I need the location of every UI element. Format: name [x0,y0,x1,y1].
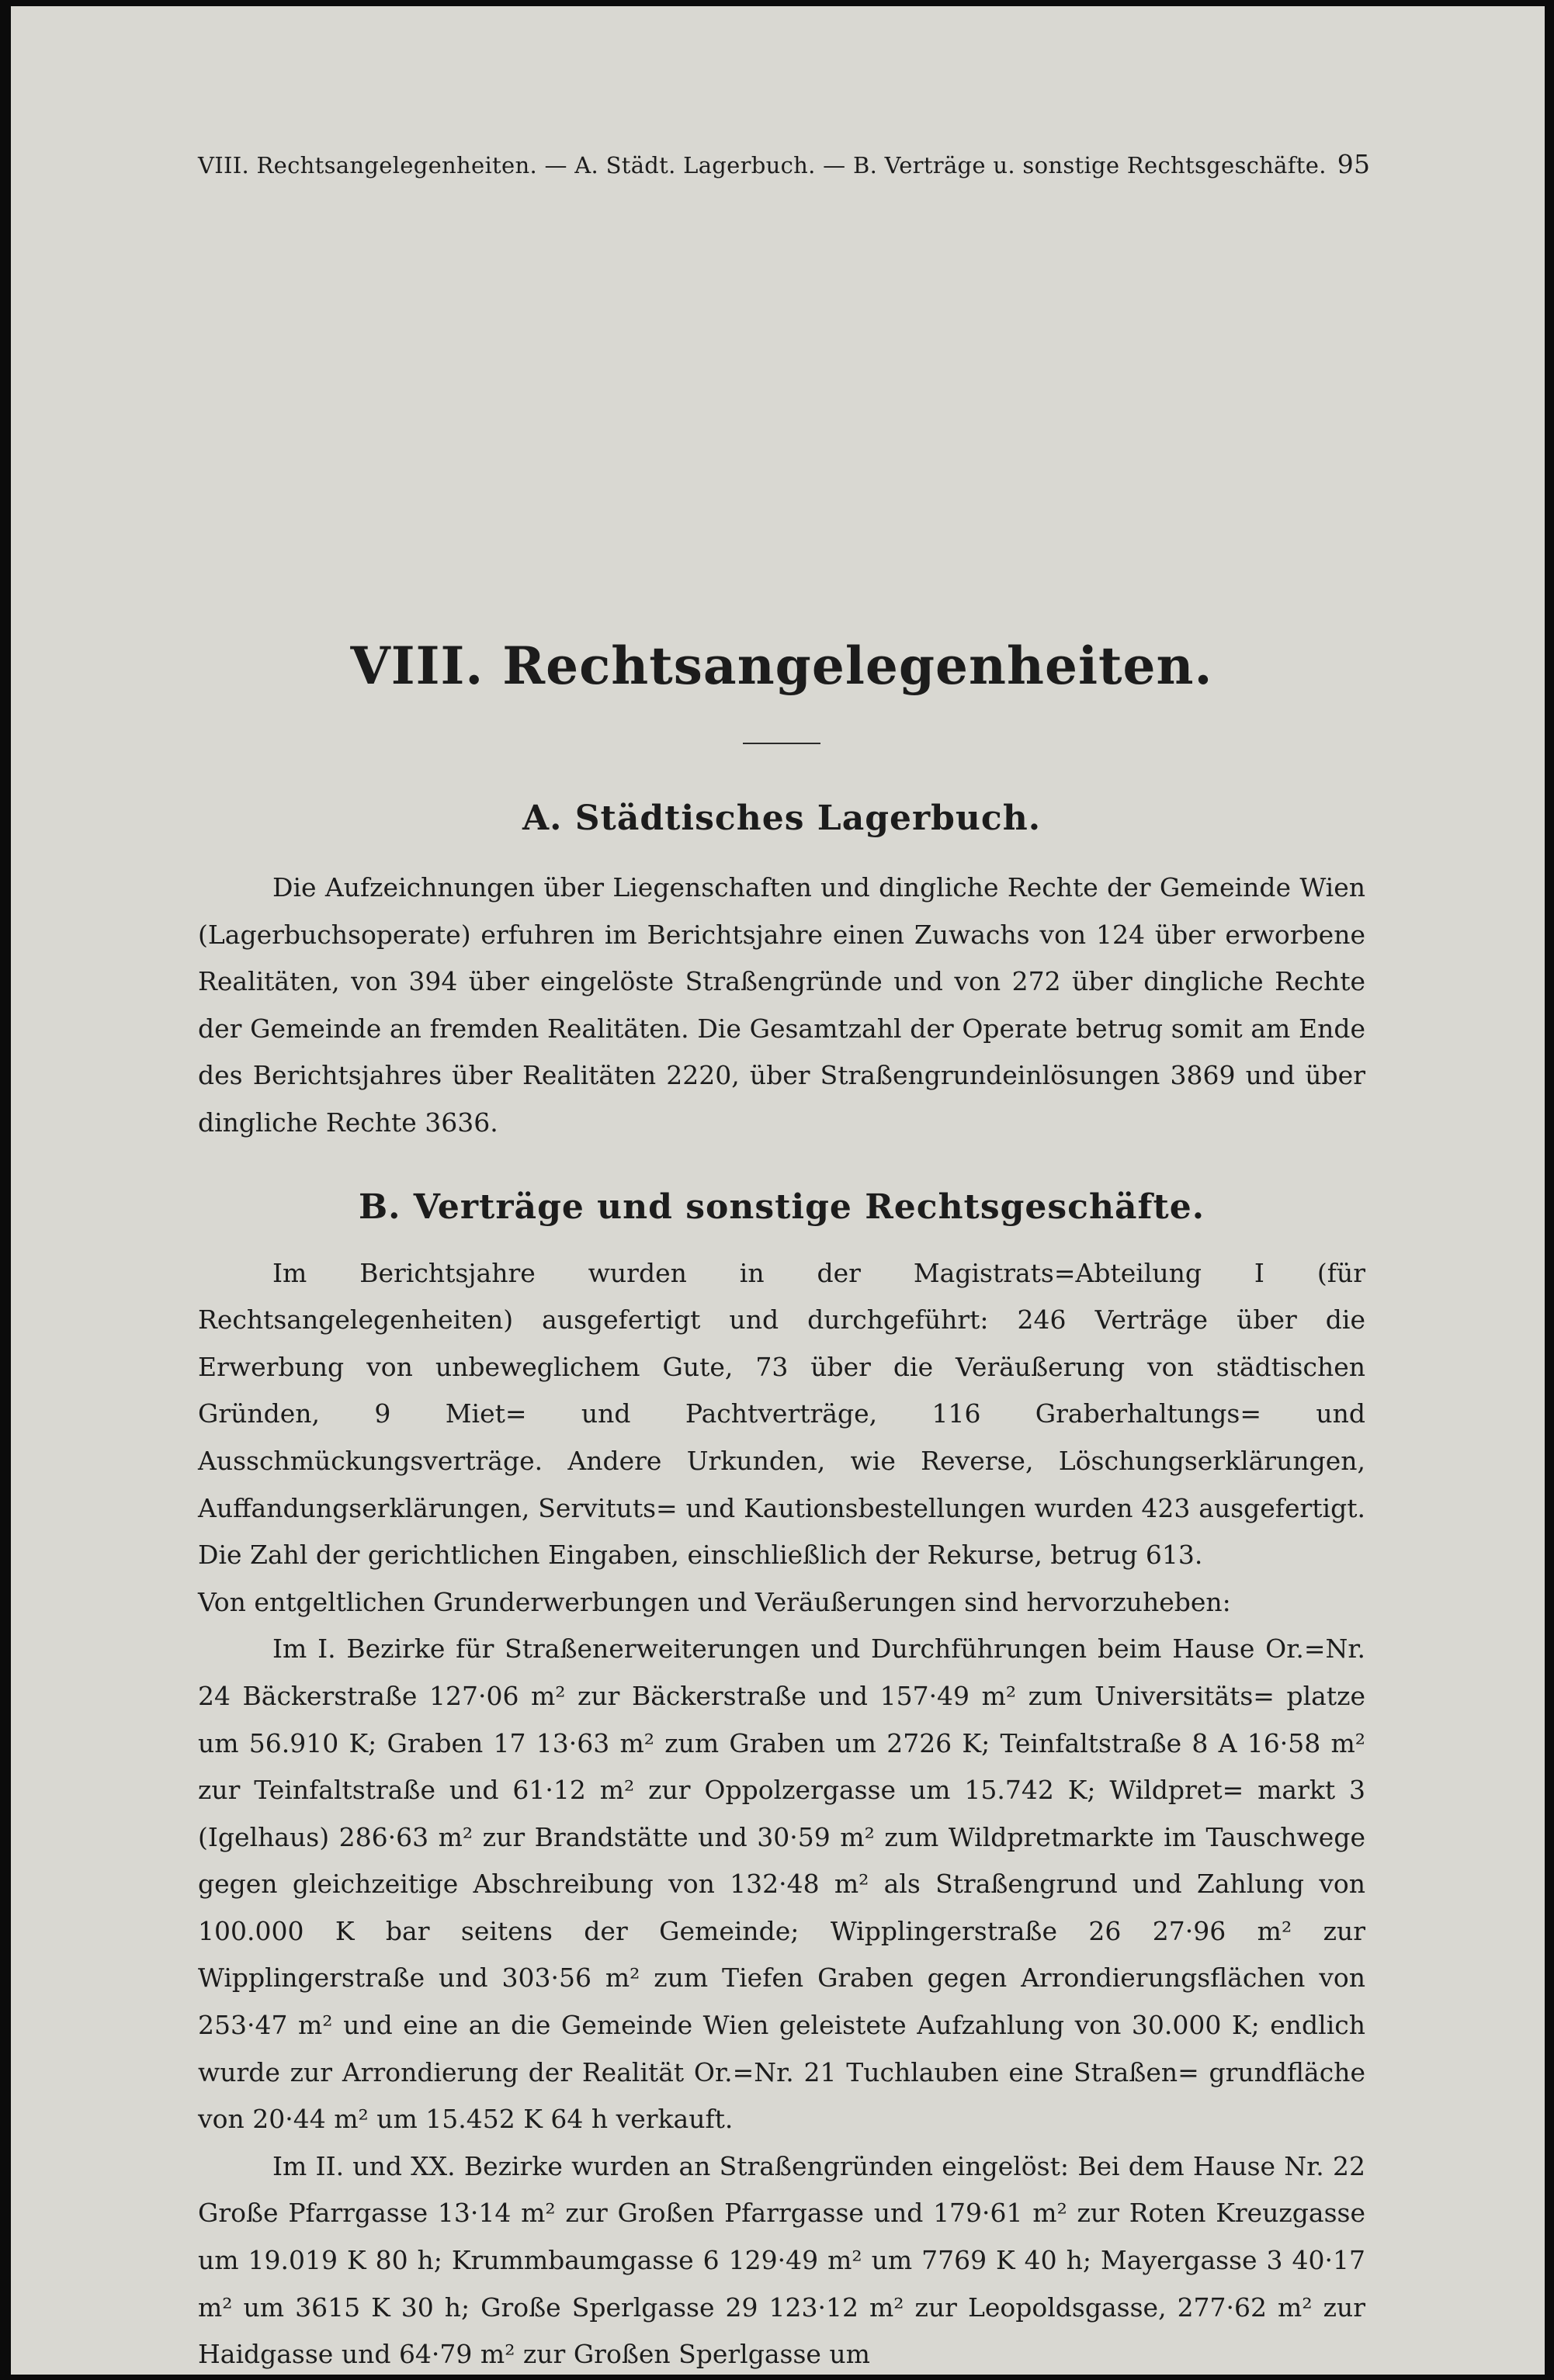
section-b-paragraph-4: Im II. und XX. Bezirke wurden an Straßengründen eingelöst: Bei dem Hause Nr. 22 Große Pfarrgasse 13·14 m² zur Großen Pfarrgasse und 179·61 m² zur Roten Kreuzgasse um 19.019 K 80 h; Krummbaumgasse 6 129·49 m² um 7769 K 40 h; Mayergasse 3 40·17 m² um 3615 K 30 h; Große Sperlgasse 29 123·12 m² zur Leopoldsgasse, 277·62 m² zur Haidgasse und 64·79 m² zur Großen Sperlgasse um [198,2150,1365,2370]
chapter-title: VIII. Rechtsangelegenheiten. [350,636,1213,696]
section-a-body [198,864,1365,1147]
section-b-heading: B. Verträge und sonstige Rechtsgeschäfte. [358,1187,1205,1227]
page-number: 95 [1337,149,1371,179]
title-divider [743,743,820,744]
section-a-paragraph-1: Die Aufzeichnungen über Liegenschaften und dingliche Rechte der Gemeinde Wien (Lagerbuchsoperate) erfuhren im Berichtsjahre einen Zuwachs von 124 über erworbene Realitäten, von 394 über eingelöste Straßengründe und von 272 über dingliche Rechte der Gemeinde an fremden Realitäten. Die Gesamtzahl der Operate betrug somit am Ende des Berichtsjahres über Realitäten 2220, über Straßengrundeinlösungen 3869 und über dingliche Rechte 3636. [198,872,1365,1138]
section-b-paragraph-2: Von entgeltlichen Grunderwerbungen und Veräußerungen sind hervorzuheben: [198,1586,1231,1617]
document-page [11,6,1545,2375]
section-b-body [198,1250,1365,2375]
page-content [198,149,1371,2375]
section-b-paragraph-3: Im I. Bezirke für Straßenerweiterungen und Durchführungen beim Hause Or.=Nr. 24 Bäckerstraße 127·06 m² zur Bäckerstraße und 157·49 m² zum Universitäts= platze um 56.910 K; Graben 17 13·63 m² zum Graben um 2726 K; Teinfaltstraße 8 A 16·58 m² zur Teinfaltstraße und 61·12 m² zur Oppolzergasse um 15.742 K; Wildpret= markt 3 (Igelhaus) 286·63 m² zur Brandstätte und 30·59 m² zum Wildpretmarkte im Tauschwege gegen gleichzeitige Abschreibung von 132·48 m² als Straßengrund und Zahlung von 100.000 K bar seitens der Gemeinde; Wipplingerstraße 26 27·96 m² zur Wipplingerstraße und 303·56 m² zum Tiefen Graben gegen Arrondierungsflächen von 253·47 m² und eine an die Gemeinde Wien geleistete Aufzahlung von 30.000 K; endlich wurde zur Arrondierung der Realität Or.=Nr. 21 Tuchlauben eine Straßen= grundfläche von 20·44 m² um 15.452 K 64 h verkauft. [198,1633,1365,2135]
section-a-heading: A. Städtisches Lagerbuch. [522,799,1042,838]
running-head-text: VIII. Rechtsangelegenheiten. — A. Städt. Lagerbuch. — B. Verträge u. sonstige Rechtsgeschäfte. [198,152,1327,178]
section-b-paragraph-1: Im Berichtsjahre wurden in der Magistrats=Abteilung I (für Rechtsangelegenheiten) ausgefertigt und durchgeführt: 246 Verträge über die Erwerbung von unbeweglichem Gute, 73 über die Veräußerung von städtischen Gründen, 9 Miet= und Pachtverträge, 116 Graberhaltungs= und Ausschmückungsverträge. Andere Urkunden, wie Reverse, Löschungserklärungen, Auffandungserklärungen, Servituts= und Kautionsbestellungen wurden 423 ausgefertigt. Die Zahl der gerichtlichen Eingaben, einschließlich der Rekurse, betrug 613. [198,1257,1365,1571]
running-head [198,149,1371,179]
